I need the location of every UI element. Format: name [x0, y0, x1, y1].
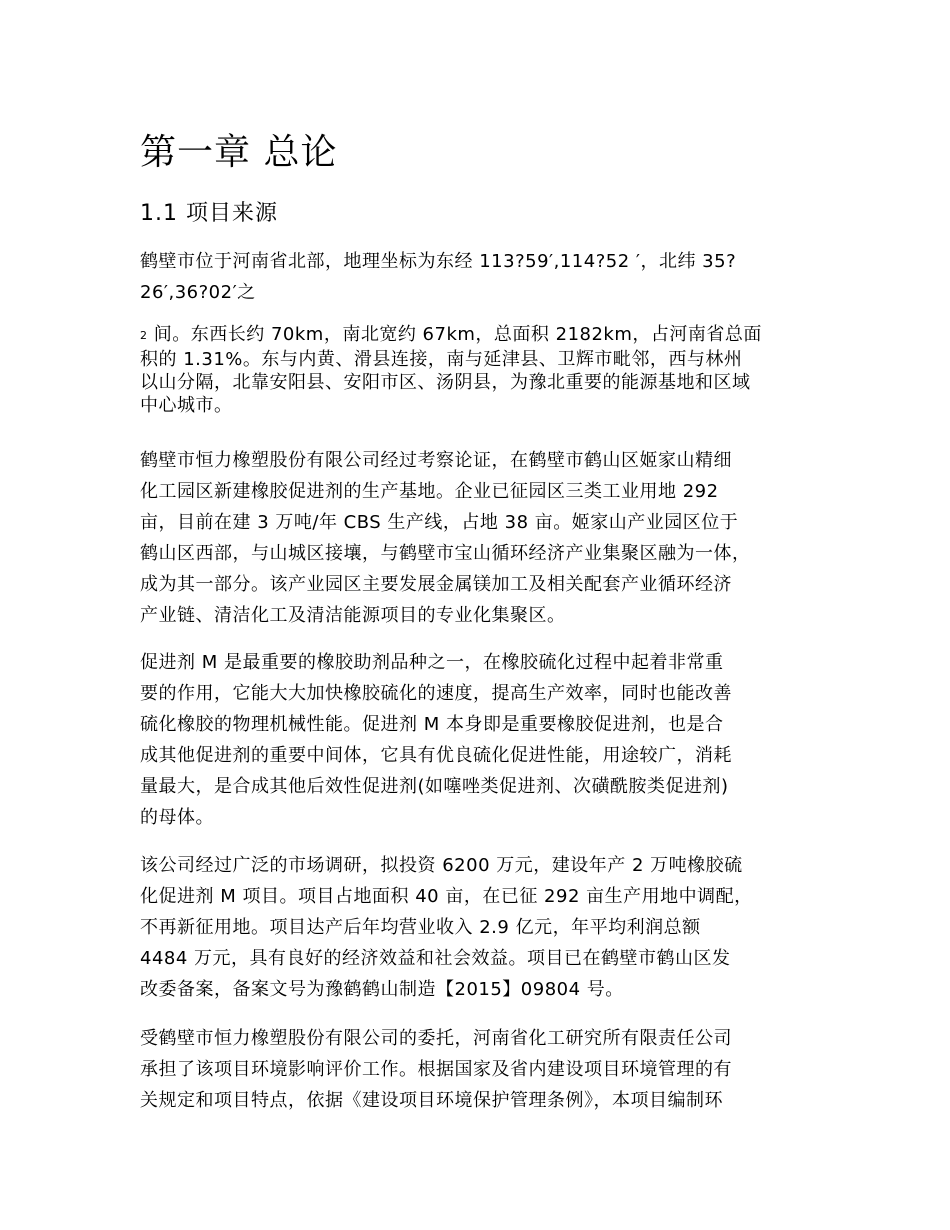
text-line [140, 323, 830, 348]
paragraph-company [140, 445, 830, 631]
paragraph-accelerator [140, 647, 830, 833]
text-line: 承担了该项目环境影响评价工作。根据国家及省内建设项目环境管理的有 [140, 1059, 732, 1080]
text-line: 产业链、清洁化工及清洁能源项目的专业化集聚区。 [140, 605, 566, 626]
text-line: 26′,36?02′之 [140, 282, 256, 303]
text-line: 化促进剂 M 项目。项目占地面积 40 亩，在已征 292 亩生产用地中调配， [140, 886, 753, 907]
text-line: 要的作用，它能大大加快橡胶硫化的速度，提高生产效率，同时也能改善 [140, 683, 732, 704]
text-line: 量最大，是合成其他后效性促进剂(如噻唑类促进剂、次磺酰胺类促进剂) [140, 776, 729, 797]
paragraph-commission [140, 1023, 830, 1116]
text-line: 不再新征用地。项目达产后年均营业收入 2.9 亿元，年平均利润总额 [140, 917, 701, 938]
section-title: 1.1 项目来源 [140, 201, 278, 226]
text-line: 中心城市。 [140, 395, 233, 416]
paragraph-investment [140, 850, 830, 1005]
text-line: 受鹤壁市恒力橡塑股份有限公司的委托，河南省化工研究所有限责任公司 [140, 1028, 732, 1049]
chapter-title: 第一章 总论 [140, 132, 338, 173]
text-line: 化工园区新建橡胶促进剂的生产基地。企业已征园区三类工业用地 292 [140, 481, 719, 502]
text-line: 改委备案，备案文号为豫鹤鹤山制造【2015】09804 号。 [140, 979, 624, 1000]
text-line: 成为其一部分。该产业园区主要发展金属镁加工及相关配套产业循环经济 [140, 574, 732, 595]
text-line: 硫化橡胶的物理机械性能。促进剂 M 本身即是重要橡胶促进剂，也是合 [140, 714, 724, 735]
text-line: 积的 1.31%。东与内黄、滑县连接，南与延津县、卫辉市毗邻，西与林州 [140, 349, 743, 370]
text-line: 关规定和项目特点，依据《建设项目环境保护管理条例》，本项目编制环 [140, 1090, 723, 1111]
text-line: 以山分隔，北靠安阳县、安阳市区、汤阴县，为豫北重要的能源基地和区域 [140, 372, 751, 393]
text-line: 该公司经过广泛的市场调研，拟投资 6200 万元，建设年产 2 万吨橡胶硫 [140, 855, 743, 876]
text-line: 促进剂 M 是最重要的橡胶助剂品种之一，在橡胶硫化过程中起着非常重 [140, 652, 724, 673]
text-line: 成其他促进剂的重要中间体，它具有优良硫化促进性能，用途较广，消耗 [140, 745, 732, 766]
superscript-marker: 2 [140, 329, 148, 342]
text-line: 的母体。 [140, 807, 214, 828]
text-line: 4484 万元，具有良好的经济效益和社会效益。项目已在鹤壁市鹤山区发 [140, 948, 731, 969]
paragraph-location [140, 246, 830, 308]
text-fragment: 间。东西长约 70km，南北宽约 67km，总面积 2182km，占河南省总面 [153, 324, 762, 345]
text-line: 鹤壁市恒力橡塑股份有限公司经过考察论证，在鹤壁市鹤山区姬家山精细 [140, 450, 732, 471]
text-line: 鹤壁市位于河南省北部，地理坐标为东经 113?59′,114?52 ′，北纬 35? [140, 251, 737, 272]
text-line: 鹤山区西部，与山城区接壤，与鹤壁市宝山循环经济产业集聚区融为一体， [140, 543, 751, 564]
text-line: 亩，目前在建 3 万吨/年 CBS 生产线，占地 38 亩。姬家山产业园区位于 [140, 512, 739, 533]
paragraph-area [140, 323, 830, 417]
